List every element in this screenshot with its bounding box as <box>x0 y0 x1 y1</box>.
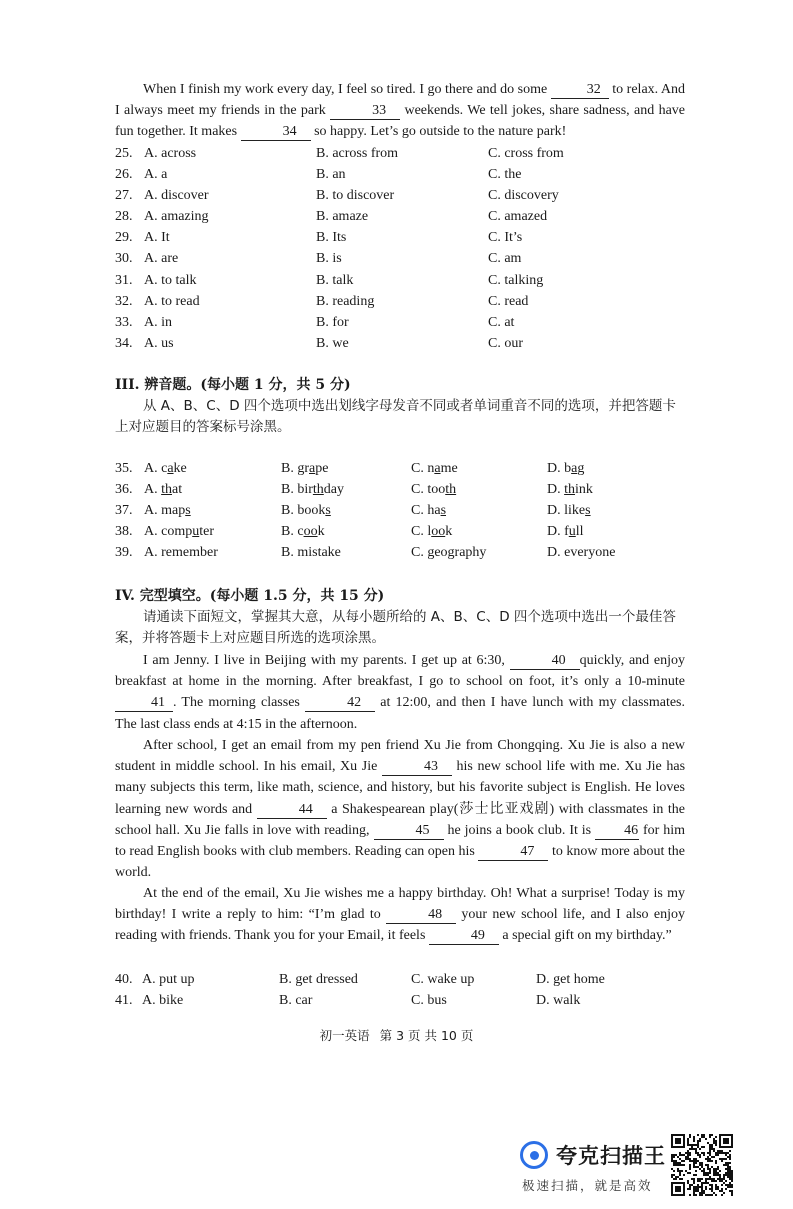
option-a: A. It <box>144 230 170 246</box>
option-c: C. our <box>488 335 523 351</box>
option-row <box>115 500 715 521</box>
option-row <box>115 479 715 500</box>
option-row <box>115 291 715 312</box>
option-d: D. likes <box>547 503 591 519</box>
cloze-text: to know more about the world. <box>115 844 686 881</box>
blank-34: 34 <box>241 124 311 141</box>
option-b: B. reading <box>316 293 375 309</box>
blank-40: 40 <box>510 653 580 670</box>
option-b: B. talk <box>316 272 354 288</box>
option-c: C. It’s <box>488 230 523 246</box>
option-b: B. mistake <box>281 545 341 561</box>
option-a: A. to read <box>144 293 200 309</box>
blank-33: 33 <box>330 103 400 120</box>
cloze-text: for him to read English books with club members. Reading can open his <box>115 822 686 860</box>
options-25-34 <box>115 143 715 354</box>
blank-41: 41 <box>115 695 173 712</box>
option-a: A. that <box>144 482 183 498</box>
passage-text: When I finish my work every day, I feel so tired. I go there and do some <box>143 82 548 97</box>
blank-43: 43 <box>382 759 452 776</box>
option-b: B. cook <box>281 524 325 540</box>
option-c: C. name <box>411 461 458 476</box>
option-b: B. Its <box>316 230 347 246</box>
cloze-text: your new school life, and I also enjoy reading with friends. Thank you for your Email, it feels <box>115 907 685 944</box>
cloze-text: at 12:00, and then I have lunch with my classmates. The last class ends at 4:15 in the afternoon. <box>115 695 686 732</box>
question-number: 32. <box>115 293 133 309</box>
option-a: A. are <box>144 251 179 267</box>
question-number: 25. <box>115 146 133 161</box>
cloze-paragraph-2 <box>115 735 685 883</box>
option-a: A. us <box>144 335 174 351</box>
cloze-text: his new school life with me. Xu Jie has many subjects this term, like math, science, and history, but his favorite subject is English. He loves learning new words and <box>115 759 686 817</box>
option-c: C. tooth <box>411 482 457 498</box>
qr-code-icon <box>671 1134 733 1196</box>
option-c: C. geography <box>411 545 487 561</box>
option-c: C. at <box>488 314 515 330</box>
scanner-app-name: 夸克扫描王 <box>556 1144 666 1168</box>
option-b: B. grape <box>281 461 329 476</box>
cloze-text: At the end of the email, Xu Jie wishes me a happy birthday. Oh! What a surprise! Today is my birthday! I write a reply to him: “I’m glad to <box>115 886 685 923</box>
option-c: C. talking <box>488 272 544 288</box>
blank-47: 47 <box>478 844 548 861</box>
option-d: D. full <box>547 524 584 540</box>
option-row <box>115 248 715 269</box>
cloze-text: quickly, and enjoy breakfast at home in the morning. After breakfast, I go to school on foot, it’s only a 10-minute <box>115 653 686 690</box>
option-d: D. everyone <box>547 545 616 561</box>
option-b: B. get dressed <box>279 972 358 987</box>
option-b: B. we <box>316 335 349 351</box>
option-b: B. across from <box>316 146 399 161</box>
question-number: 37. <box>115 503 133 519</box>
option-row <box>115 164 715 185</box>
section-3-heading: III. 辨音题。(每小题 1 分，共 5 分) <box>115 377 351 393</box>
question-number: 26. <box>115 167 133 183</box>
cloze-paragraph-1 <box>115 650 685 735</box>
option-d: D. get home <box>536 972 605 987</box>
option-b: B. is <box>316 251 342 267</box>
option-row <box>115 969 715 990</box>
blank-42: 42 <box>305 695 375 712</box>
option-row <box>115 143 715 164</box>
option-a: A. remember <box>144 545 218 561</box>
cloze-text: . The morning classes <box>173 695 300 711</box>
blank-44: 44 <box>257 802 327 819</box>
option-c: C. the <box>488 167 522 183</box>
cloze-text: After school, I get an email from my pen friend Xu Jie from Chongqing. Xu Jie is also a new student in middle school. In his email, Xu Jie <box>115 738 685 775</box>
page-footer <box>0 1026 793 1044</box>
question-number: 30. <box>115 251 133 267</box>
passage-text: so happy. Let’s go outside to the nature park! <box>314 124 567 140</box>
option-a: A. across <box>144 146 197 161</box>
option-row <box>115 458 715 479</box>
cloze-text: I am Jenny. I live in Beijing with my parents. I get up at 6:30, <box>143 653 505 668</box>
footer-subject: 初一英语 <box>319 1028 370 1043</box>
option-c: C. bus <box>411 993 447 1009</box>
option-a: A. bike <box>142 993 184 1009</box>
option-row <box>115 206 715 227</box>
cloze-text: a special gift on my birthday.” <box>502 928 672 944</box>
option-a: A. a <box>144 167 168 183</box>
scanner-tagline: 极速扫描，就是高效 <box>522 1178 653 1193</box>
passage-text: to relax. <box>612 82 659 97</box>
passage-paragraph <box>115 79 685 143</box>
option-b: B. an <box>316 167 346 183</box>
option-row <box>115 312 715 333</box>
option-a: A. cake <box>144 461 187 476</box>
option-b: B. birthday <box>281 482 344 498</box>
option-a: A. put up <box>142 972 195 987</box>
option-c: C. cross from <box>488 146 564 161</box>
option-b: B. car <box>279 993 313 1009</box>
passage-text: And I always meet my friends in the park <box>115 82 686 119</box>
option-row <box>115 333 715 354</box>
blank-32: 32 <box>551 82 609 99</box>
question-number: 31. <box>115 272 133 288</box>
question-number: 35. <box>115 461 133 476</box>
option-a: A. maps <box>144 503 191 519</box>
scanner-watermark <box>520 1140 666 1170</box>
question-number: 28. <box>115 209 133 225</box>
scanner-logo-icon <box>520 1141 548 1169</box>
passage-text: have fun together. It makes <box>115 103 685 140</box>
section-4-heading: IV. 完型填空。(每小题 1.5 分，共 15 分) <box>115 588 385 604</box>
option-c: C. read <box>488 293 529 309</box>
option-row <box>115 542 715 563</box>
option-c: C. wake up <box>411 972 475 987</box>
option-b: B. to discover <box>316 188 395 204</box>
option-a: A. discover <box>144 188 209 204</box>
option-a: A. in <box>144 314 172 330</box>
option-a: A. amazing <box>144 209 209 225</box>
option-b: B. books <box>281 503 331 519</box>
section-3-instruction: 从 A、B、C、D 四个选项中选出划线字母发音不同或者单词重音不同的选项，并把答题卡上对应题目的答案标号涂黑。 <box>115 398 676 435</box>
cloze-text: he joins a book club. It is <box>447 822 592 838</box>
question-number: 34. <box>115 335 133 351</box>
section-4-instruction: 请通读下面短文，掌握其大意，从每小题所给的 A、B、C、D 四个选项中选出一个最佳答案，并将答题卡上对应题目所选的选项涂黑。 <box>115 609 676 646</box>
cloze-paragraph-3 <box>115 883 685 947</box>
option-c: C. look <box>411 524 453 540</box>
option-c: C. has <box>411 503 447 519</box>
question-number: 40. <box>115 972 133 987</box>
cloze-text: a Shakespearean play(莎士比亚戏剧) with classmates in the school hall. Xu Jie falls in love with reading, <box>115 801 685 838</box>
option-d: D. bag <box>547 461 585 476</box>
option-c: C. discovery <box>488 188 559 204</box>
option-d: D. walk <box>536 993 581 1009</box>
option-row <box>115 990 715 1011</box>
passage-text: weekends. We tell jokes, share sadness, and <box>404 103 655 119</box>
question-number: 39. <box>115 545 133 561</box>
blank-48: 48 <box>386 907 456 924</box>
blank-49: 49 <box>429 928 499 945</box>
option-c: C. am <box>488 251 522 267</box>
option-row <box>115 270 715 291</box>
footer-page-info: 第 3 页 共 10 页 <box>379 1028 474 1043</box>
option-c: C. amazed <box>488 209 548 225</box>
options-35-39 <box>115 458 715 563</box>
question-number: 33. <box>115 314 133 330</box>
option-row <box>115 185 715 206</box>
option-a: A. to talk <box>144 272 197 288</box>
question-number: 41. <box>115 993 133 1009</box>
options-40-41 <box>115 969 715 1011</box>
question-number: 36. <box>115 482 133 498</box>
option-d: D. think <box>547 482 593 498</box>
blank-46: 46 <box>595 823 639 840</box>
option-a: A. computer <box>144 524 214 540</box>
blank-45: 45 <box>374 823 444 840</box>
question-number: 38. <box>115 524 133 540</box>
option-row <box>115 227 715 248</box>
question-number: 27. <box>115 188 133 204</box>
option-b: B. for <box>316 314 349 330</box>
option-b: B. amaze <box>316 209 369 225</box>
question-number: 29. <box>115 230 133 246</box>
option-row <box>115 521 715 542</box>
